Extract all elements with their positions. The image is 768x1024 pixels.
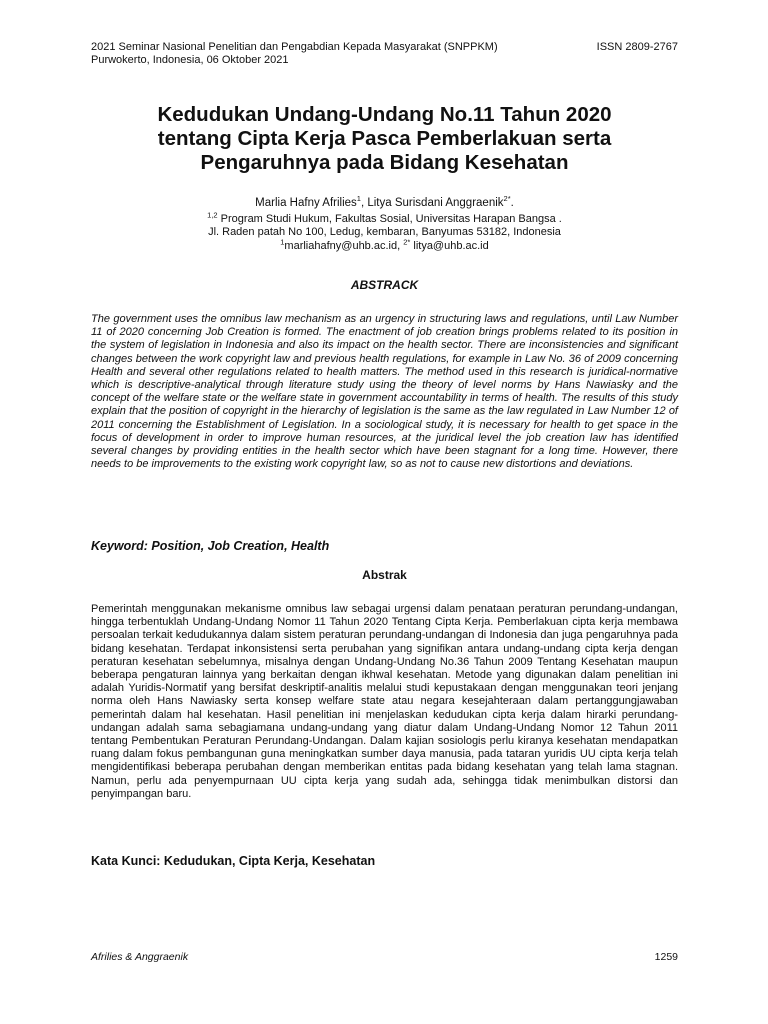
author-block bbox=[91, 194, 678, 253]
affiliation-text: Program Studi Hukum, Fakultas Sosial, Universitas Harapan Bangsa . bbox=[217, 212, 562, 225]
footer-authors: Afrilies & Anggraenik bbox=[91, 951, 189, 963]
issn: ISSN 2809-2767 bbox=[596, 41, 678, 53]
title-line-3: Pengaruhnya pada Bidang Kesehatan bbox=[200, 151, 569, 174]
email-1-sup: 1 bbox=[280, 236, 285, 246]
affiliation-sup: 1,2 bbox=[207, 209, 218, 219]
author-1: Marlia Hafny Afrilies bbox=[255, 197, 357, 209]
title-line-2: tentang Cipta Kerja Pasca Pemberlakuan serta bbox=[157, 127, 612, 150]
keywords-id: Kata Kunci: Kedudukan, Cipta Kerja, Kesehatan bbox=[91, 854, 376, 868]
keywords-en: Keyword: Position, Job Creation, Health bbox=[91, 539, 330, 553]
author-1-sup: 1 bbox=[356, 194, 361, 204]
page-number: 1259 bbox=[654, 951, 678, 963]
running-head bbox=[91, 41, 678, 67]
abstract-id-heading: Abstrak bbox=[362, 568, 407, 582]
page-footer bbox=[91, 951, 678, 963]
author-separator: , bbox=[360, 197, 368, 209]
abstract-en-heading: ABSTRACK bbox=[350, 278, 419, 292]
abstract-en-body: The government uses the omnibus law mechanism as an urgency in structuring laws and regulations, until Law Number 11 of 2020 concerning Job Creation is formed. The enactment of job creation brings problems related to its position in the system of legislation in Indonesia and also its impact on the health sector. There are inconsistencies and significant changes between the work copyright law and previous health regulations, for example in Law No. 36 of 2009 concerning Health and several other regulations related to health matters. The method used in this research is juridical-normative which is descriptive-analytical through literature study using the theory of level norms by Hans Nawiasky and the concept of the welfare state or the welfare state in government accountability in terms of health. The results of this study explain that the position of copyright in the hierarchy of legislation is the same as the law regulated in Law Number 12 of 2011 concerning the Establishment of Legislation. In a sociological study, it is necessary for health to get space in the focus of development in order to improve human resources, at the juridical level the job creation law has identified several changes by providing entities in the health sector which have been stagnant for a long time. However, there needs to be improvements to the existing work copyright law, so as not to cause new distortions and deviations. bbox=[91, 313, 678, 471]
abstract-id-body: Pemerintah menggunakan mekanisme omnibus law sebagai urgensi dalam penataan peraturan perundang-undangan, hingga terbentuklah Undang-Undang Nomor 11 Tahun 2020 Tentang Cipta Kerja. Pemberlakuan cipta kerja membawa persoalan terkait kedudukannya dalam sistem peraturan perundang-undangan di Indonesia dan juga pengaruhnya pada bidang kesehatan. Terdapat inkonsistensi serta perubahan yang signifikan antara undang-undang cipta kerja dengan peraturan kesehatan sebelumnya, misalnya dengan Undang-Undang No.36 Tahun 2009 Tentang Kesehatan maupun beberapa pengaturan lainnya yang berkaitan dengan ikhwal kesehatan. Metode yang digunakan dalam penelitian ini adalah Yuridis-Normatif yang bersifat deskriptif-analitis melalui studi kepustakaan dengan menggunakan teori jenjang norma oleh Hans Nawiasky serta konsep welfare state atau negara kesejahteraan dalam pertanggungjawaban pemerintah dalam hal kesehatan. Hasil penelitian ini menjelaskan kedudukan cipta kerja dalam hirarki perundang-undangan adalah sama sebagiamana undang-undang yang diatur dalam Undang-Undang Nomor 12 Tahun 2011 tentang Pembentukan Peraturan Perundang-Undangan. Dalam kajian sosiologis perlu kiranya kesehatan mendapatkan ruang dalam fokus pembangunan guna meningkatkan sumber daya manusia, pada tataran yuridis UU cipta kerja telah mengidentifikasi beberapa perubahan dengan memberikan entitas pada bidang kesehatan yang telah lama stagnan. Namun, perlu ada penyempurnaan UU cipta kerja yang sudah ada, sehingga tidak menimbulkan distorsi dan penyimpangan baru. bbox=[91, 603, 678, 800]
author-trailing: . bbox=[510, 197, 514, 209]
affiliation bbox=[91, 209, 678, 227]
emails bbox=[91, 236, 678, 254]
author-2-sup: 2* bbox=[503, 194, 511, 204]
email-2: litya@uhb.ac.id bbox=[410, 239, 489, 252]
paper-title bbox=[91, 103, 678, 175]
author-names bbox=[91, 194, 678, 211]
email-2-sup: 2* bbox=[403, 236, 411, 246]
title-line-1: Kedudukan Undang-Undang No.11 Tahun 2020 bbox=[157, 103, 612, 126]
address: Jl. Raden patah No 100, Ledug, kembaran, Banyumas 53182, Indonesia bbox=[208, 226, 561, 238]
email-1: marliahafny@uhb.ac.id, bbox=[284, 239, 404, 252]
author-2: Litya Surisdani Anggraenik bbox=[367, 197, 504, 209]
conference-location-date: Purwokerto, Indonesia, 06 Oktober 2021 bbox=[91, 54, 289, 66]
conference-name: 2021 Seminar Nasional Penelitian dan Pengabdian Kepada Masyarakat (SNPPKM) bbox=[91, 41, 498, 53]
